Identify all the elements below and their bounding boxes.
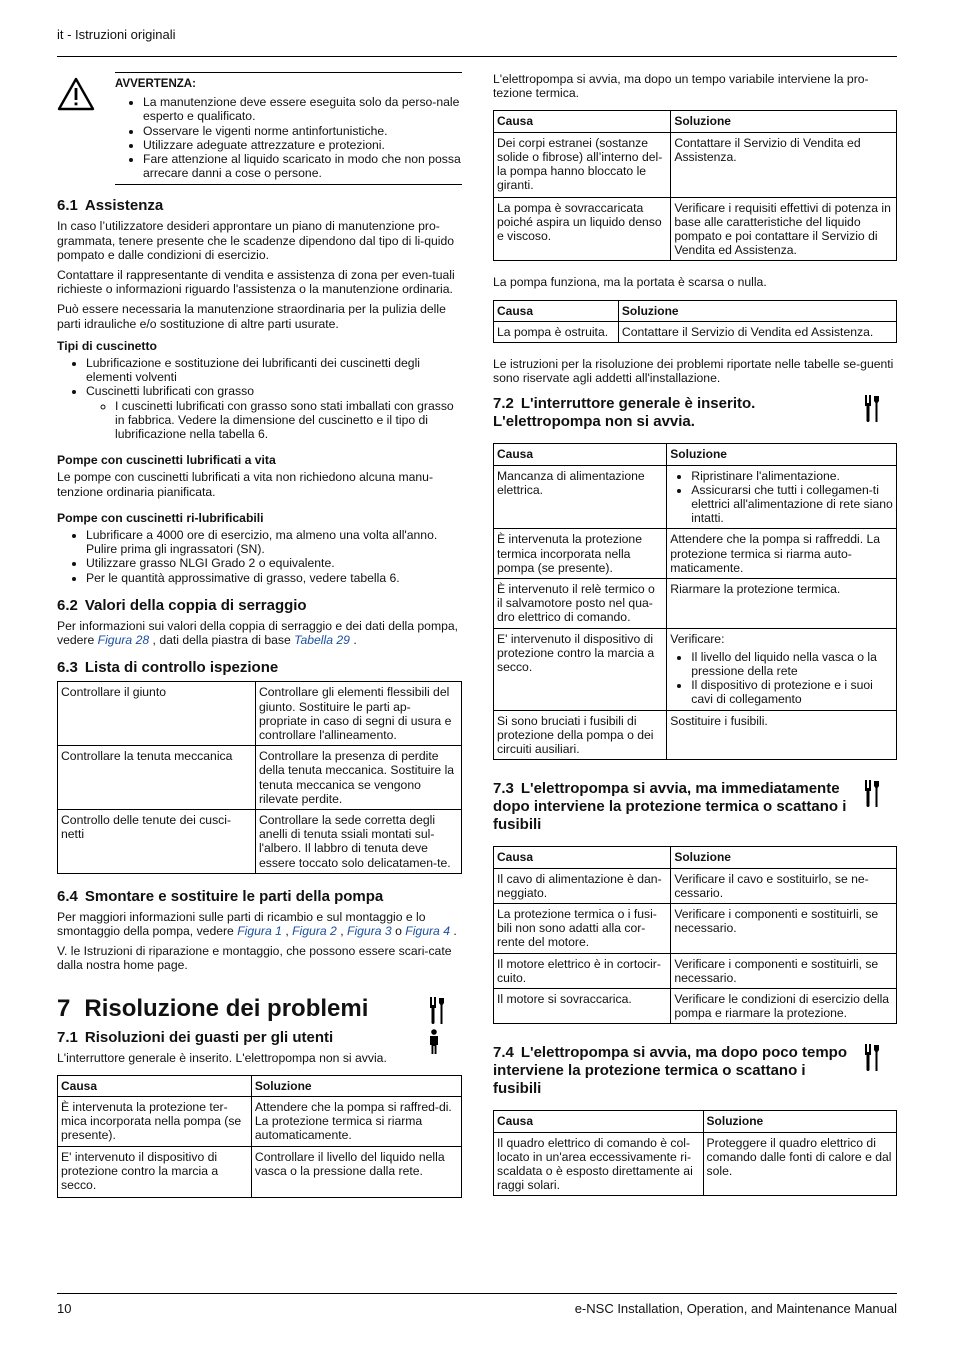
table-header-row: Causa Soluzione bbox=[494, 300, 897, 321]
list-item: • Il dispositivo di protezione e i suoi cavi di collegamento bbox=[691, 678, 893, 706]
list-item: • Osservare le vigenti norme antinfortunistiche. bbox=[143, 124, 462, 138]
table-row: Il motore si sovraccarica. Verificare le condizioni di esercizio della pompa e riarmare la protezione. bbox=[494, 988, 897, 1023]
right-column bbox=[493, 72, 897, 1206]
list-item: • Utilizzare adeguate attrezzature e protezioni. bbox=[143, 138, 462, 152]
footer-rule bbox=[57, 1293, 897, 1294]
section-title-row-7-4 bbox=[493, 1044, 897, 1098]
paragraph: V. le Istruzioni di riparazione e montaggio, che possono essere scari-cate dalla nostra home page. bbox=[57, 944, 452, 973]
table-row: È intervenuta la protezione termica incorporata nella pompa (se presente). Attendere che la pompa si raffreddi. La protezione termica si riarma auto-maticamente. bbox=[494, 529, 897, 579]
table-row: E' intervenuto il dispositivo di protezione contro la marcia a secco. Verificare: • Il livello del liquido nella vasca o la pressione della rete • Il dispositivo di protezione e i suoi cavi di collegamento bbox=[494, 628, 897, 710]
table-header-row: Causa Soluzione bbox=[58, 1075, 462, 1096]
section-title-row-7-1 bbox=[57, 1029, 462, 1047]
tools-icon bbox=[428, 997, 446, 1025]
page-header: it - Istruzioni originali bbox=[57, 27, 176, 42]
user-troubleshooting-table bbox=[57, 1075, 462, 1198]
section-heading-7-1: 7.1 Risoluzioni dei guasti per gli utenti bbox=[57, 1028, 334, 1046]
table-row: Si sono bruciati i fusibili di protezione della pompa o dei circuiti ausiliari. Sostituire i fusibili. bbox=[494, 710, 897, 760]
list-item: • Per le quantità approssimative di grasso, vedere tabella 6. bbox=[86, 571, 462, 585]
link-figura-3[interactable]: Figura 3 bbox=[347, 923, 392, 938]
paragraph: Le istruzioni per la risoluzione dei problemi riportate nelle tabelle se-guenti sono riservate agli addetti all'installazione. bbox=[493, 357, 894, 386]
section-heading-7-2: 7.2 L'interruttore generale è inserito. L'elettropompa non si avvia. bbox=[493, 395, 756, 431]
link-figura-28[interactable]: Figura 28 bbox=[97, 633, 150, 648]
page-number: 10 bbox=[57, 1301, 72, 1316]
table-header-row: Causa Soluzione bbox=[494, 1111, 897, 1132]
list-item: • Assicurarsi che tutti i collegamen-ti elettrici all'alimentazione di rete siano intatti. bbox=[691, 483, 893, 526]
table-header-row: Causa Soluzione bbox=[494, 444, 897, 465]
thermal-trip-table bbox=[493, 110, 897, 261]
paragraph: In caso l’utilizzatore desideri approntare un piano di manutenzione pro-grammata, tenere presente che le scadenze dipendono dal tipo di li-quido pompato e dalle condizioni di esercizio. bbox=[57, 219, 455, 262]
list-item: • Il livello del liquido nella vasca o la pressione della rete bbox=[691, 650, 893, 678]
low-flow-table bbox=[493, 300, 897, 343]
section-heading-6-3: 6.3 Lista di controllo ispezione bbox=[57, 659, 279, 677]
section-heading-6-4: 6.4 Smontare e sostituire le parti della pompa bbox=[57, 887, 384, 905]
link-figura-2[interactable]: Figura 2 bbox=[292, 923, 337, 938]
table-row: La protezione termica o i fusi-bili non sono adatti alla cor-rente del motore. Verificare i componenti e sostituirli, se necessario. bbox=[494, 903, 897, 953]
list-item: • Ripristinare l'alimentazione. bbox=[691, 469, 893, 483]
paragraph: Contattare il rappresentante di vendita e assistenza di zona per even-tuali richieste o informazioni riguardo l'assistenza o la manutenzione ordinaria. bbox=[57, 268, 455, 297]
section-heading-7-3: 7.3 L'elettropompa si avvia, ma immediatamente dopo interviene la protezione termica o scattano i fusibili bbox=[493, 780, 847, 834]
table-row: La pompa è sovraccaricata poiché aspira un liquido denso e viscoso. Verificare i requisiti effettivi di potenza in base alle caratteristiche del liquido pompato e poi contattare il Servizio di Vendita ed Assistenza. bbox=[494, 197, 897, 261]
link-figura-1[interactable]: Figura 1 bbox=[237, 923, 282, 938]
bearing-types-list bbox=[57, 356, 462, 441]
tools-icon bbox=[863, 780, 881, 808]
list-item: • Utilizzare grasso NLGI Grado 2 o equivalente. bbox=[86, 556, 462, 570]
document-title: e-NSC Installation, Operation, and Maintenance Manual bbox=[574, 1301, 897, 1316]
tools-icon bbox=[863, 395, 881, 423]
warning-box bbox=[115, 72, 462, 185]
subheading-bearing-types: Tipi di cuscinetto bbox=[57, 338, 157, 353]
paragraph: Le pompe con cuscinetti lubrificati a vita non richiedono alcuna manu-tenzione ordinaria pianificata. bbox=[57, 470, 433, 499]
section-title-row-7-2 bbox=[493, 395, 897, 431]
table-row: E' intervenuto il dispositivo di protezione contro la marcia a secco. Controllare il livello del liquido nella vasca o la pressione dalla rete. bbox=[58, 1146, 462, 1197]
chapter-title-row bbox=[57, 995, 462, 1023]
immediate-trip-table bbox=[493, 846, 897, 1024]
relubricable-list bbox=[57, 528, 462, 585]
list-item: • Fare attenzione al liquido scaricato in modo che non possa arrecare danni a cose o persone. bbox=[143, 152, 462, 180]
paragraph: Può essere necessaria la manutenzione straordinaria per la pulizia delle parti idrauliche e/o sostituzione di altre parti usurate. bbox=[57, 302, 446, 331]
paragraph: La pompa funziona, ma la portata è scarsa o nulla. bbox=[493, 275, 767, 290]
table-row: Dei corpi estranei (sostanze solide o fibrose) all’interno del-la pompa hanno bloccato le giranti. Contattare il Servizio di Vendita ed Assistenza. bbox=[494, 132, 897, 197]
list-item: ◦ I cuscinetti lubrificati con grasso sono stati imballati con grasso in fabbrica. Vedere la dimensione del cuscinetto e il tipo di lubrificazione nella tabella 6. bbox=[115, 399, 462, 442]
header-rule bbox=[57, 56, 897, 57]
inspection-checklist-table bbox=[57, 681, 462, 873]
list-item: • Lubrificare a 4000 ore di esercizio, ma almeno una volta all'anno. Pulire prima gli ingrassatori (SN). bbox=[86, 528, 462, 556]
table-row: Controllare la tenuta meccanica Controllare la presenza di perdite della tenuta meccanica. Sostituire la tenuta meccanica se vengono rilevate perdite. bbox=[58, 746, 462, 810]
table-row: Il quadro elettrico di comando è col-locato in un'area eccessivamente ri-scaldata o è esposto direttamente ai raggi solari. Proteggere il quadro elettrico di comando dalle fonti di calore e dal sole. bbox=[494, 1132, 897, 1196]
warning-title: AVVERTENZA: bbox=[115, 78, 196, 90]
warning-list bbox=[115, 95, 462, 180]
table-row: Il motore elettrico è in cortocir-cuito. Verificare i componenti e sostituirli, se necessario. bbox=[494, 953, 897, 988]
table-header-row: Causa Soluzione bbox=[494, 847, 897, 868]
subheading-relubricable-bearings: Pompe con cuscinetti ri-lubrificabili bbox=[57, 510, 264, 525]
table-row: Il cavo di alimentazione è dan-neggiato. Verificare il cavo e sostituirlo, se ne-cessario. bbox=[494, 868, 897, 903]
section-heading-6-1: 6.1 Assistenza bbox=[57, 197, 164, 215]
list-item: • Cuscinetti lubrificati con grasso ◦ I cuscinetti lubrificati con grasso sono stati imballati con grasso in fabbrica. Vedere la dimensione del cuscinetto e il tipo di lubrificazione nella tabella 6. bbox=[86, 384, 462, 441]
table-row: Controllare il giunto Controllare gli elementi flessibili del giunto. Sostituire le parti ap-propriate in caso di segni di usura e controllare l'allineamento. bbox=[58, 682, 462, 746]
installer-no-start-table bbox=[493, 443, 897, 760]
link-figura-4[interactable]: Figura 4 bbox=[405, 923, 450, 938]
table-row: È intervenuto il relè termico o il salvamotore posto nel qua-dro elettrico di comando. Riarmare la protezione termica. bbox=[494, 579, 897, 629]
table-row: È intervenuta la protezione ter-mica incorporata nella pompa (se presente). Attendere che la pompa si raffred-di. La protezione termica si riarma automaticamente. bbox=[58, 1096, 462, 1146]
paragraph: Per maggiori informazioni sulle parti di ricambio e sul montaggio e lo smontaggio della pompa, vedere Figura 1 , Figura 2 , Figura 3 o Figura 4 . bbox=[57, 909, 457, 938]
subheading-lifetime-bearings: Pompe con cuscinetti lubrificati a vita bbox=[57, 453, 276, 468]
table-row: Controllo delle tenute dei cusci-netti Controllare la sede corretta degli anelli di tenuta ssiali montati sul-l'albero. Il labbro di tenuta deve essere toccato solo delicatamen-te. bbox=[58, 809, 462, 873]
delayed-trip-table bbox=[493, 1110, 897, 1196]
section-title-row-7-3 bbox=[493, 780, 897, 834]
paragraph: L'elettropompa si avvia, ma dopo un tempo variabile interviene la pro-tezione termica. bbox=[493, 72, 869, 101]
table-row: Mancanza di alimentazione elettrica. • Ripristinare l'alimentazione. • Assicurarsi che tutti i collegamen-ti elettrici all'alimentazione di rete siano intatti. bbox=[494, 465, 897, 529]
list-item: • La manutenzione deve essere eseguita solo da perso-nale esperto e qualificato. bbox=[143, 95, 462, 123]
link-tabella-29[interactable]: Tabella 29 bbox=[294, 633, 350, 648]
tools-icon bbox=[863, 1044, 881, 1072]
warning-triangle-icon bbox=[57, 77, 95, 111]
paragraph: L'interruttore generale è inserito. L'elettropompa non si avvia. bbox=[57, 1050, 387, 1065]
table-header-row: Causa Soluzione bbox=[494, 111, 897, 132]
section-heading-7-4: 7.4 L'elettropompa si avvia, ma dopo poco tempo interviene la protezione termica o scattano i fusibili bbox=[493, 1044, 847, 1098]
paragraph: Per informazioni sui valori della coppia di serraggio e dei dati della pompa, vedere Figura 28 , dati della piastra di base Tabella 29 . bbox=[57, 618, 459, 648]
section-heading-6-2: 6.2 Valori della coppia di serraggio bbox=[57, 596, 307, 614]
list-item: • Lubrificazione e sostituzione dei lubrificanti dei cuscinetti degli elementi volventi bbox=[86, 356, 462, 384]
left-column bbox=[57, 72, 462, 1208]
chapter-heading-7: 7 Risoluzione dei problemi bbox=[57, 994, 369, 1022]
person-icon bbox=[428, 1029, 440, 1055]
table-row: La pompa è ostruita. Contattare il Servizio di Vendita ed Assistenza. bbox=[494, 321, 897, 342]
